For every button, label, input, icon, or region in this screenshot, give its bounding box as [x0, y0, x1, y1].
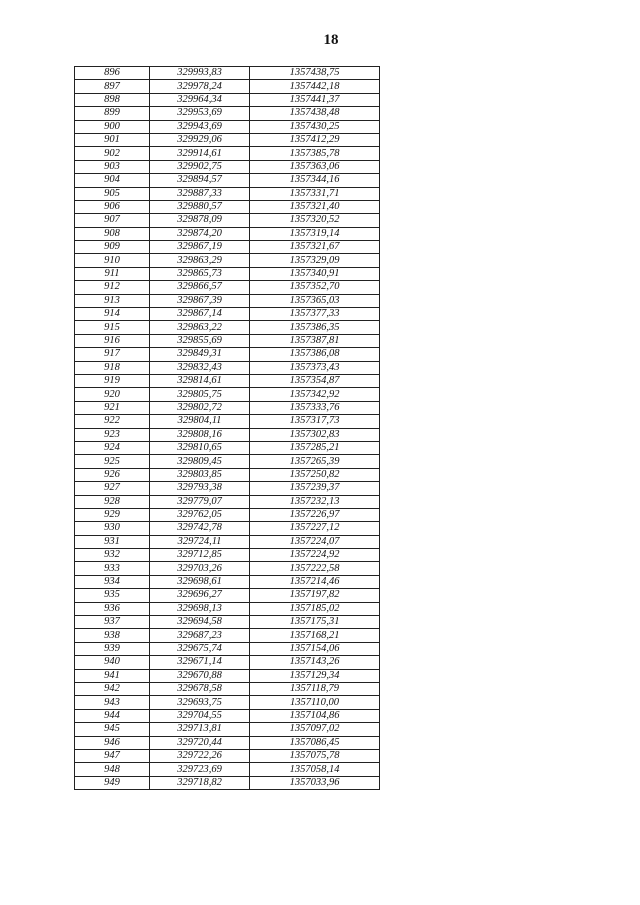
x-coordinate-cell: 329671,14: [150, 656, 250, 669]
y-coordinate-cell: 1357250,82: [250, 468, 380, 481]
x-coordinate-cell: 329793,38: [150, 482, 250, 495]
y-coordinate-cell: 1357340,91: [250, 267, 380, 280]
table-row: [75, 549, 380, 562]
table-row: [75, 455, 380, 468]
x-coordinate-cell: 329675,74: [150, 642, 250, 655]
y-coordinate-cell: 1357320,52: [250, 214, 380, 227]
x-coordinate-cell: 329863,22: [150, 321, 250, 334]
table-row: [75, 67, 380, 80]
y-coordinate-cell: 1357442,18: [250, 80, 380, 93]
y-coordinate-cell: 1357033,96: [250, 776, 380, 789]
point-number-cell: 899: [75, 107, 150, 120]
x-coordinate-cell: 329804,11: [150, 415, 250, 428]
point-number-cell: 910: [75, 254, 150, 267]
table-row: [75, 93, 380, 106]
x-coordinate-cell: 329678,58: [150, 682, 250, 695]
table-row: [75, 589, 380, 602]
x-coordinate-cell: 329724,11: [150, 535, 250, 548]
x-coordinate-cell: 329810,65: [150, 441, 250, 454]
point-number-cell: 905: [75, 187, 150, 200]
point-number-cell: 930: [75, 522, 150, 535]
table-row: [75, 522, 380, 535]
x-coordinate-cell: 329866,57: [150, 281, 250, 294]
table-row: [75, 374, 380, 387]
point-number-cell: 912: [75, 281, 150, 294]
x-coordinate-cell: 329805,75: [150, 388, 250, 401]
table-row: [75, 388, 380, 401]
y-coordinate-cell: 1357110,00: [250, 696, 380, 709]
point-number-cell: 944: [75, 709, 150, 722]
x-coordinate-cell: 329803,85: [150, 468, 250, 481]
y-coordinate-cell: 1357224,07: [250, 535, 380, 548]
y-coordinate-cell: 1357097,02: [250, 723, 380, 736]
table-row: [75, 200, 380, 213]
table-row: [75, 776, 380, 789]
y-coordinate-cell: 1357168,21: [250, 629, 380, 642]
point-number-cell: 946: [75, 736, 150, 749]
y-coordinate-cell: 1357285,21: [250, 441, 380, 454]
point-number-cell: 938: [75, 629, 150, 642]
x-coordinate-cell: 329802,72: [150, 401, 250, 414]
point-number-cell: 896: [75, 67, 150, 80]
y-coordinate-cell: 1357333,76: [250, 401, 380, 414]
point-number-cell: 916: [75, 334, 150, 347]
x-coordinate-cell: 329874,20: [150, 227, 250, 240]
table-row: [75, 401, 380, 414]
point-number-cell: 929: [75, 508, 150, 521]
table-row: [75, 415, 380, 428]
y-coordinate-cell: 1357430,25: [250, 120, 380, 133]
coordinates-table: [74, 66, 380, 790]
x-coordinate-cell: 329943,69: [150, 120, 250, 133]
table-row: [75, 428, 380, 441]
y-coordinate-cell: 1357265,39: [250, 455, 380, 468]
table-row: [75, 602, 380, 615]
y-coordinate-cell: 1357321,67: [250, 241, 380, 254]
y-coordinate-cell: 1357352,70: [250, 281, 380, 294]
point-number-cell: 917: [75, 348, 150, 361]
x-coordinate-cell: 329814,61: [150, 374, 250, 387]
point-number-cell: 903: [75, 160, 150, 173]
point-number-cell: 927: [75, 482, 150, 495]
y-coordinate-cell: 1357342,92: [250, 388, 380, 401]
point-number-cell: 923: [75, 428, 150, 441]
point-number-cell: 901: [75, 133, 150, 146]
table-row: [75, 763, 380, 776]
table-row: [75, 482, 380, 495]
table-row: [75, 508, 380, 521]
x-coordinate-cell: 329953,69: [150, 107, 250, 120]
y-coordinate-cell: 1357373,43: [250, 361, 380, 374]
y-coordinate-cell: 1357104,86: [250, 709, 380, 722]
y-coordinate-cell: 1357329,09: [250, 254, 380, 267]
point-number-cell: 945: [75, 723, 150, 736]
table-row: [75, 682, 380, 695]
x-coordinate-cell: 329914,61: [150, 147, 250, 160]
point-number-cell: 915: [75, 321, 150, 334]
y-coordinate-cell: 1357321,40: [250, 200, 380, 213]
x-coordinate-cell: 329742,78: [150, 522, 250, 535]
table-row: [75, 281, 380, 294]
table-row: [75, 147, 380, 160]
table-row: [75, 241, 380, 254]
y-coordinate-cell: 1357129,34: [250, 669, 380, 682]
x-coordinate-cell: 329703,26: [150, 562, 250, 575]
table-row: [75, 468, 380, 481]
point-number-cell: 920: [75, 388, 150, 401]
y-coordinate-cell: 1357185,02: [250, 602, 380, 615]
y-coordinate-cell: 1357214,46: [250, 575, 380, 588]
x-coordinate-cell: 329894,57: [150, 174, 250, 187]
y-coordinate-cell: 1357058,14: [250, 763, 380, 776]
point-number-cell: 909: [75, 241, 150, 254]
x-coordinate-cell: 329723,69: [150, 763, 250, 776]
y-coordinate-cell: 1357302,83: [250, 428, 380, 441]
table-row: [75, 267, 380, 280]
point-number-cell: 921: [75, 401, 150, 414]
table-row: [75, 736, 380, 749]
x-coordinate-cell: 329863,29: [150, 254, 250, 267]
table-row: [75, 361, 380, 374]
x-coordinate-cell: 329880,57: [150, 200, 250, 213]
point-number-cell: 940: [75, 656, 150, 669]
point-number-cell: 913: [75, 294, 150, 307]
table-row: [75, 160, 380, 173]
y-coordinate-cell: 1357222,58: [250, 562, 380, 575]
y-coordinate-cell: 1357224,92: [250, 549, 380, 562]
y-coordinate-cell: 1357386,08: [250, 348, 380, 361]
x-coordinate-cell: 329779,07: [150, 495, 250, 508]
point-number-cell: 922: [75, 415, 150, 428]
point-number-cell: 939: [75, 642, 150, 655]
x-coordinate-cell: 329687,23: [150, 629, 250, 642]
table-row: [75, 187, 380, 200]
y-coordinate-cell: 1357385,78: [250, 147, 380, 160]
point-number-cell: 949: [75, 776, 150, 789]
x-coordinate-cell: 329808,16: [150, 428, 250, 441]
x-coordinate-cell: 329809,45: [150, 455, 250, 468]
x-coordinate-cell: 329865,73: [150, 267, 250, 280]
point-number-cell: 928: [75, 495, 150, 508]
x-coordinate-cell: 329978,24: [150, 80, 250, 93]
table-row: [75, 723, 380, 736]
table-row: [75, 562, 380, 575]
x-coordinate-cell: 329704,55: [150, 709, 250, 722]
x-coordinate-cell: 329867,19: [150, 241, 250, 254]
x-coordinate-cell: 329712,85: [150, 549, 250, 562]
y-coordinate-cell: 1357175,31: [250, 616, 380, 629]
x-coordinate-cell: 329720,44: [150, 736, 250, 749]
point-number-cell: 947: [75, 749, 150, 762]
y-coordinate-cell: 1357438,75: [250, 67, 380, 80]
y-coordinate-cell: 1357086,45: [250, 736, 380, 749]
x-coordinate-cell: 329698,13: [150, 602, 250, 615]
point-number-cell: 936: [75, 602, 150, 615]
y-coordinate-cell: 1357226,97: [250, 508, 380, 521]
x-coordinate-cell: 329694,58: [150, 616, 250, 629]
y-coordinate-cell: 1357239,37: [250, 482, 380, 495]
point-number-cell: 941: [75, 669, 150, 682]
y-coordinate-cell: 1357412,29: [250, 133, 380, 146]
point-number-cell: 937: [75, 616, 150, 629]
point-number-cell: 943: [75, 696, 150, 709]
x-coordinate-cell: 329964,34: [150, 93, 250, 106]
y-coordinate-cell: 1357386,35: [250, 321, 380, 334]
y-coordinate-cell: 1357438,48: [250, 107, 380, 120]
table-row: [75, 334, 380, 347]
point-number-cell: 933: [75, 562, 150, 575]
table-row: [75, 321, 380, 334]
table-row: [75, 107, 380, 120]
table-row: [75, 174, 380, 187]
table-row: [75, 214, 380, 227]
table-row: [75, 696, 380, 709]
x-coordinate-cell: 329832,43: [150, 361, 250, 374]
point-number-cell: 942: [75, 682, 150, 695]
point-number-cell: 934: [75, 575, 150, 588]
y-coordinate-cell: 1357118,79: [250, 682, 380, 695]
x-coordinate-cell: 329696,27: [150, 589, 250, 602]
page-number: 18: [323, 32, 339, 48]
table-row: [75, 254, 380, 267]
x-coordinate-cell: 329993,83: [150, 67, 250, 80]
point-number-cell: 906: [75, 200, 150, 213]
table-row: [75, 629, 380, 642]
table-row: [75, 120, 380, 133]
coordinates-table-body: [75, 67, 380, 790]
point-number-cell: 932: [75, 549, 150, 562]
y-coordinate-cell: 1357154,06: [250, 642, 380, 655]
x-coordinate-cell: 329902,75: [150, 160, 250, 173]
x-coordinate-cell: 329887,33: [150, 187, 250, 200]
y-coordinate-cell: 1357197,82: [250, 589, 380, 602]
y-coordinate-cell: 1357317,73: [250, 415, 380, 428]
table-row: [75, 227, 380, 240]
table-row: [75, 348, 380, 361]
table-row: [75, 80, 380, 93]
table-row: [75, 308, 380, 321]
table-row: [75, 749, 380, 762]
x-coordinate-cell: 329929,06: [150, 133, 250, 146]
y-coordinate-cell: 1357331,71: [250, 187, 380, 200]
point-number-cell: 902: [75, 147, 150, 160]
point-number-cell: 924: [75, 441, 150, 454]
y-coordinate-cell: 1357075,78: [250, 749, 380, 762]
point-number-cell: 907: [75, 214, 150, 227]
table-row: [75, 133, 380, 146]
x-coordinate-cell: 329693,75: [150, 696, 250, 709]
table-row: [75, 642, 380, 655]
point-number-cell: 935: [75, 589, 150, 602]
x-coordinate-cell: 329718,82: [150, 776, 250, 789]
point-number-cell: 926: [75, 468, 150, 481]
table-row: [75, 656, 380, 669]
x-coordinate-cell: 329698,61: [150, 575, 250, 588]
y-coordinate-cell: 1357232,13: [250, 495, 380, 508]
y-coordinate-cell: 1357377,33: [250, 308, 380, 321]
table-row: [75, 575, 380, 588]
y-coordinate-cell: 1357365,03: [250, 294, 380, 307]
table-row: [75, 709, 380, 722]
table-row: [75, 669, 380, 682]
y-coordinate-cell: 1357227,12: [250, 522, 380, 535]
table-row: [75, 535, 380, 548]
x-coordinate-cell: 329867,39: [150, 294, 250, 307]
point-number-cell: 904: [75, 174, 150, 187]
y-coordinate-cell: 1357319,14: [250, 227, 380, 240]
x-coordinate-cell: 329722,26: [150, 749, 250, 762]
x-coordinate-cell: 329762,05: [150, 508, 250, 521]
point-number-cell: 918: [75, 361, 150, 374]
x-coordinate-cell: 329713,81: [150, 723, 250, 736]
y-coordinate-cell: 1357354,87: [250, 374, 380, 387]
table-row: [75, 294, 380, 307]
y-coordinate-cell: 1357344,16: [250, 174, 380, 187]
point-number-cell: 898: [75, 93, 150, 106]
point-number-cell: 911: [75, 267, 150, 280]
point-number-cell: 931: [75, 535, 150, 548]
x-coordinate-cell: 329849,31: [150, 348, 250, 361]
y-coordinate-cell: 1357363,06: [250, 160, 380, 173]
point-number-cell: 948: [75, 763, 150, 776]
point-number-cell: 900: [75, 120, 150, 133]
point-number-cell: 925: [75, 455, 150, 468]
y-coordinate-cell: 1357441,37: [250, 93, 380, 106]
x-coordinate-cell: 329867,14: [150, 308, 250, 321]
x-coordinate-cell: 329670,88: [150, 669, 250, 682]
point-number-cell: 914: [75, 308, 150, 321]
x-coordinate-cell: 329878,09: [150, 214, 250, 227]
table-row: [75, 616, 380, 629]
table-row: [75, 495, 380, 508]
point-number-cell: 908: [75, 227, 150, 240]
table-row: [75, 441, 380, 454]
point-number-cell: 897: [75, 80, 150, 93]
x-coordinate-cell: 329855,69: [150, 334, 250, 347]
point-number-cell: 919: [75, 374, 150, 387]
y-coordinate-cell: 1357387,81: [250, 334, 380, 347]
y-coordinate-cell: 1357143,26: [250, 656, 380, 669]
